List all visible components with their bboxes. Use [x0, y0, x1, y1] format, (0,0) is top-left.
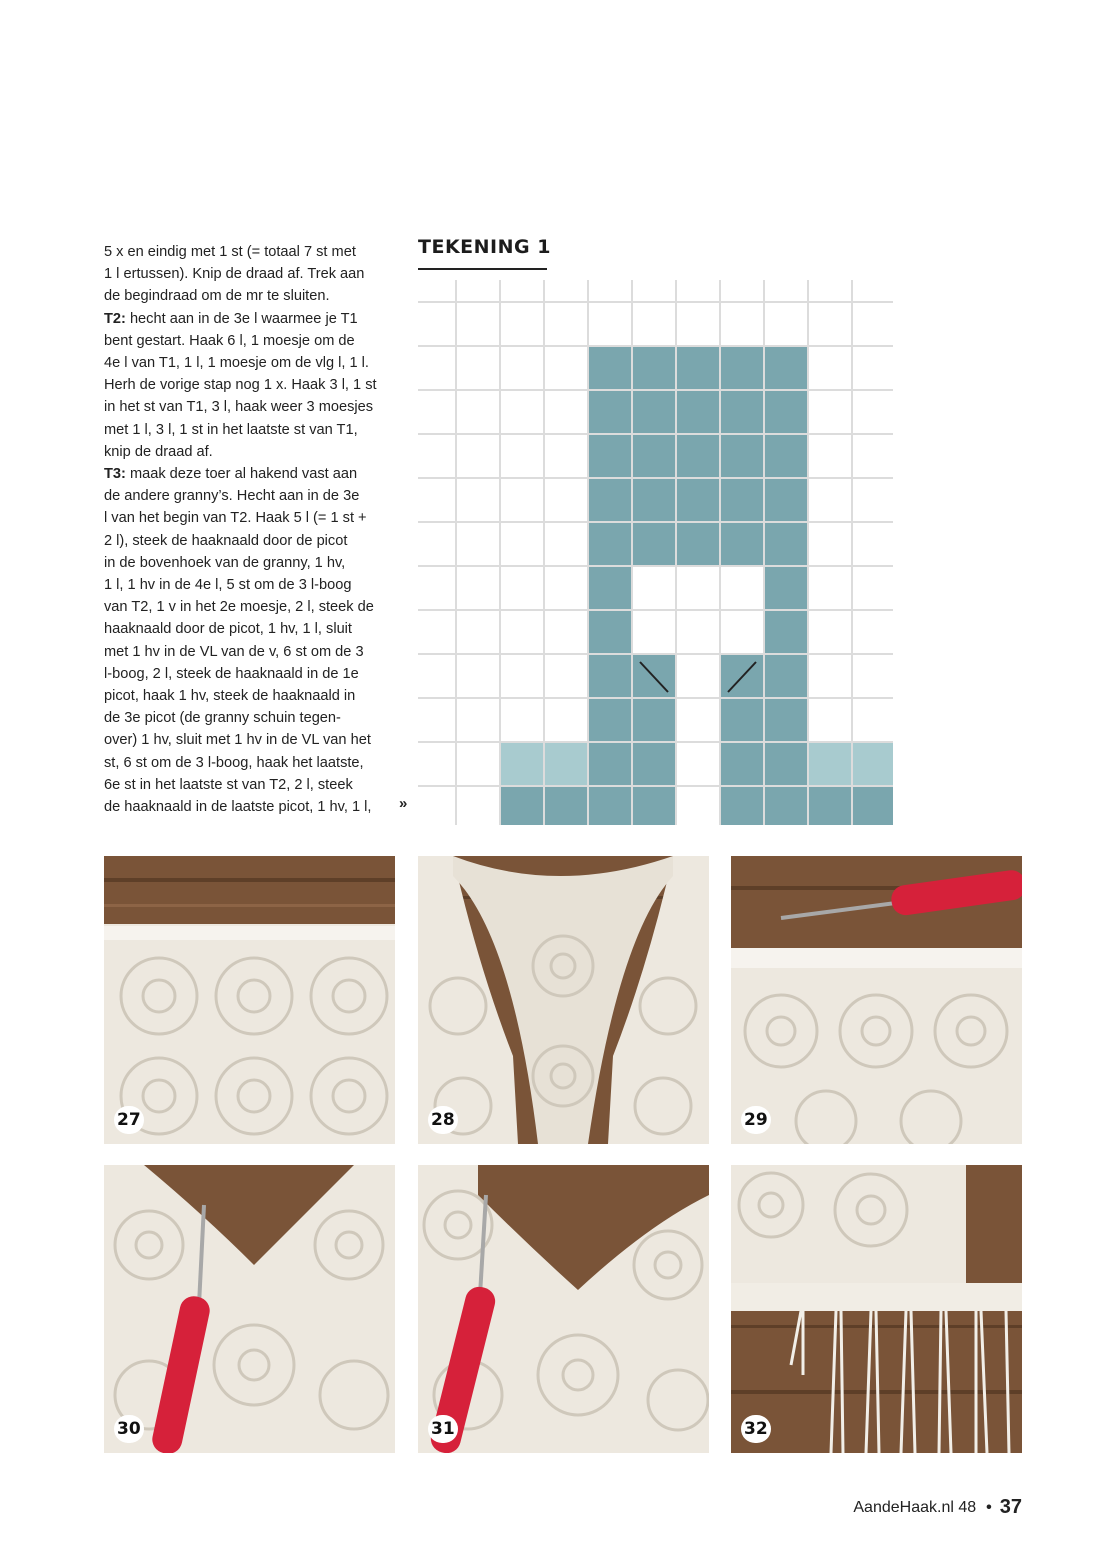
chart-cell-dark [677, 523, 719, 565]
instructions-text [104, 241, 404, 818]
photo-crochet-fringe [731, 1165, 1022, 1453]
chart-cell-dark [765, 479, 807, 521]
chart-cell-dark [721, 787, 763, 825]
chart-cell-dark [589, 347, 631, 389]
photo-number: 28 [428, 1106, 458, 1134]
instruction-text: met 1 hv in de VL van de v, 6 st om de 3 [104, 643, 364, 660]
chart-cell-dark [721, 743, 763, 785]
instruction-line [104, 596, 404, 618]
chart-cell-dark [765, 699, 807, 741]
chart-cell-dark [589, 435, 631, 477]
chart-cell-dark [765, 655, 807, 697]
photo-crochet-v-neck-join [418, 1165, 709, 1453]
chart-title-rule [418, 268, 547, 270]
instruction-line [104, 618, 404, 640]
chart-cell-dark [765, 787, 807, 825]
instruction-text: picot, haak 1 hv, steek de haaknaald in [104, 688, 356, 705]
instruction-text: 6e st in het laatste st van T2, 2 l, steek [104, 776, 353, 793]
instruction-text: Herh de vorige stap nog 1 x. Haak 3 l, 1 st [104, 377, 377, 394]
chart-cell-dark [853, 787, 893, 825]
chart-cell-dark [765, 611, 807, 653]
instruction-text: 4e l van T1, 1 l, 1 moesje om de vlg l, 1 l. [104, 355, 369, 372]
chart-cell-dark [765, 435, 807, 477]
instruction-text: de haaknaald in de laatste picot, 1 hv, 1 l, [104, 799, 372, 816]
chart-cell-dark [721, 479, 763, 521]
instruction-text: 1 l ertussen). Knip de draad af. Trek aan [104, 266, 365, 283]
round-label: T3: [104, 466, 126, 483]
chart-cell-dark [721, 699, 763, 741]
instruction-line [104, 796, 404, 818]
chart-cell-dark [765, 347, 807, 389]
instruction-line [104, 507, 404, 529]
chart-cell-dark [589, 523, 631, 565]
instruction-line [104, 485, 404, 507]
instruction-line [104, 419, 404, 441]
chart-cell-dark [633, 435, 675, 477]
instruction-text: haaknaald door de picot, 1 hv, 1 l, sluit [104, 621, 352, 638]
knitting-chart [418, 280, 893, 825]
instruction-line [104, 374, 404, 396]
chart-title: TEKENING 1 [418, 236, 551, 258]
instruction-text: 1 l, 1 hv in de 4e l, 5 st om de 3 l-boog [104, 577, 352, 594]
instruction-text: 5 x en eindig met 1 st (= totaal 7 st met [104, 244, 356, 260]
instruction-text: st, 6 st om de 3 l-boog, haak het laatste, [104, 754, 364, 771]
chart-cell-dark [589, 787, 631, 825]
chart-cell-dark [633, 699, 675, 741]
chart-cell-dark [633, 479, 675, 521]
photo-number: 30 [114, 1415, 144, 1443]
instruction-text: in de bovenhoek van de granny, 1 hv, [104, 554, 346, 571]
footer-bullet: • [986, 1498, 992, 1516]
photo-crochet-neckline [418, 856, 709, 1144]
chart-cell-dark [677, 391, 719, 433]
instruction-line [104, 441, 404, 463]
chart-cell-light [501, 743, 543, 785]
chart-cell-dark [589, 479, 631, 521]
instruction-line [104, 396, 404, 418]
photo-crochet-hook-edge [731, 856, 1022, 1144]
photo-number: 31 [428, 1415, 458, 1443]
instruction-text: de 3e picot (de granny schuin tegen- [104, 710, 341, 727]
chart-cell-dark [589, 567, 631, 609]
photo-number: 27 [114, 1106, 144, 1134]
round-label: T2: [104, 310, 126, 327]
step-photo-28 [418, 856, 709, 1144]
instruction-line [104, 574, 404, 596]
chart-cell-dark [589, 611, 631, 653]
photo-crochet-v-neck-hook [104, 1165, 395, 1453]
instruction-text: over) 1 hv, sluit met 1 hv in de VL van het [104, 732, 371, 749]
page-footer [853, 1496, 1022, 1519]
chart-cell-dark [589, 699, 631, 741]
chart-cell-dark [501, 787, 543, 825]
instruction-line [104, 352, 404, 374]
instruction-line [104, 330, 404, 352]
page-number: 37 [999, 1496, 1022, 1518]
instruction-text: de begindraad om de mr te sluiten. [104, 288, 330, 305]
instruction-text: in het st van T1, 3 l, haak weer 3 moesjes [104, 399, 374, 416]
step-photo-32 [731, 1165, 1022, 1453]
instruction-line [104, 241, 404, 263]
instruction-text: maak deze toer al hakend vast aan [125, 466, 358, 483]
chart-cell-dark [721, 391, 763, 433]
chart-cell-light [853, 743, 893, 785]
step-photo-30 [104, 1165, 395, 1453]
chart-cell-dark [721, 523, 763, 565]
instruction-text: de andere granny’s. Hecht aan in de 3e [104, 488, 360, 505]
chart-cell-dark [765, 523, 807, 565]
instruction-line [104, 729, 404, 751]
instruction-text: van T2, 1 v in het 2e moesje, 2 l, steek de [104, 599, 374, 616]
chart-cell-dark [765, 743, 807, 785]
instruction-text: knip de draad af. [104, 443, 213, 460]
chart-cell-dark [721, 435, 763, 477]
chart-cell-dark [589, 743, 631, 785]
instruction-text: hecht aan in de 3e l waarmee je T1 [125, 310, 358, 327]
instruction-line [104, 663, 404, 685]
chart-cell-dark [765, 567, 807, 609]
instruction-line [104, 285, 404, 307]
chart-cell-dark [677, 479, 719, 521]
chart-cell-dark [589, 391, 631, 433]
instruction-line [104, 752, 404, 774]
step-photo-27 [104, 856, 395, 1144]
chart-cell-light [545, 743, 587, 785]
instruction-line [104, 308, 404, 330]
magazine-name: AandeHaak.nl 48 [853, 1498, 977, 1516]
chart-cell-dark [545, 787, 587, 825]
chart-cell-dark [633, 347, 675, 389]
photo-crochet-top-edge [104, 856, 395, 1144]
chart-cell-light [809, 743, 851, 785]
instruction-line [104, 530, 404, 552]
chart-cell-dark [765, 391, 807, 433]
instruction-text: met 1 l, 3 l, 1 st in het laatste st van T1, [104, 421, 358, 438]
instruction-line [104, 263, 404, 285]
instruction-line [104, 552, 404, 574]
instruction-text: 2 l), steek de haaknaald door de picot [104, 532, 348, 549]
chart-cell-dark [677, 347, 719, 389]
photo-number: 29 [741, 1106, 771, 1134]
instruction-text: bent gestart. Haak 6 l, 1 moesje om de [104, 332, 355, 349]
photo-number: 32 [741, 1415, 771, 1443]
step-photo-29 [731, 856, 1022, 1144]
chart-cell-dark [809, 787, 851, 825]
chart-cell-dark [633, 743, 675, 785]
instruction-line [104, 707, 404, 729]
chart-cell-dark [633, 523, 675, 565]
instruction-text: l-boog, 2 l, steek de haaknaald in de 1e [104, 665, 359, 682]
instruction-line [104, 463, 404, 485]
instruction-line [104, 685, 404, 707]
chart-cell-dark [633, 787, 675, 825]
continue-mark: » [399, 795, 408, 812]
instruction-line [104, 774, 404, 796]
step-photo-31 [418, 1165, 709, 1453]
instruction-text: l van het begin van T2. Haak 5 l (= 1 st + [104, 510, 367, 527]
chart-cell-dark [677, 435, 719, 477]
chart-cell-dark [633, 391, 675, 433]
chart-cell-dark [589, 655, 631, 697]
instruction-line [104, 641, 404, 663]
chart-cell-dark [721, 347, 763, 389]
